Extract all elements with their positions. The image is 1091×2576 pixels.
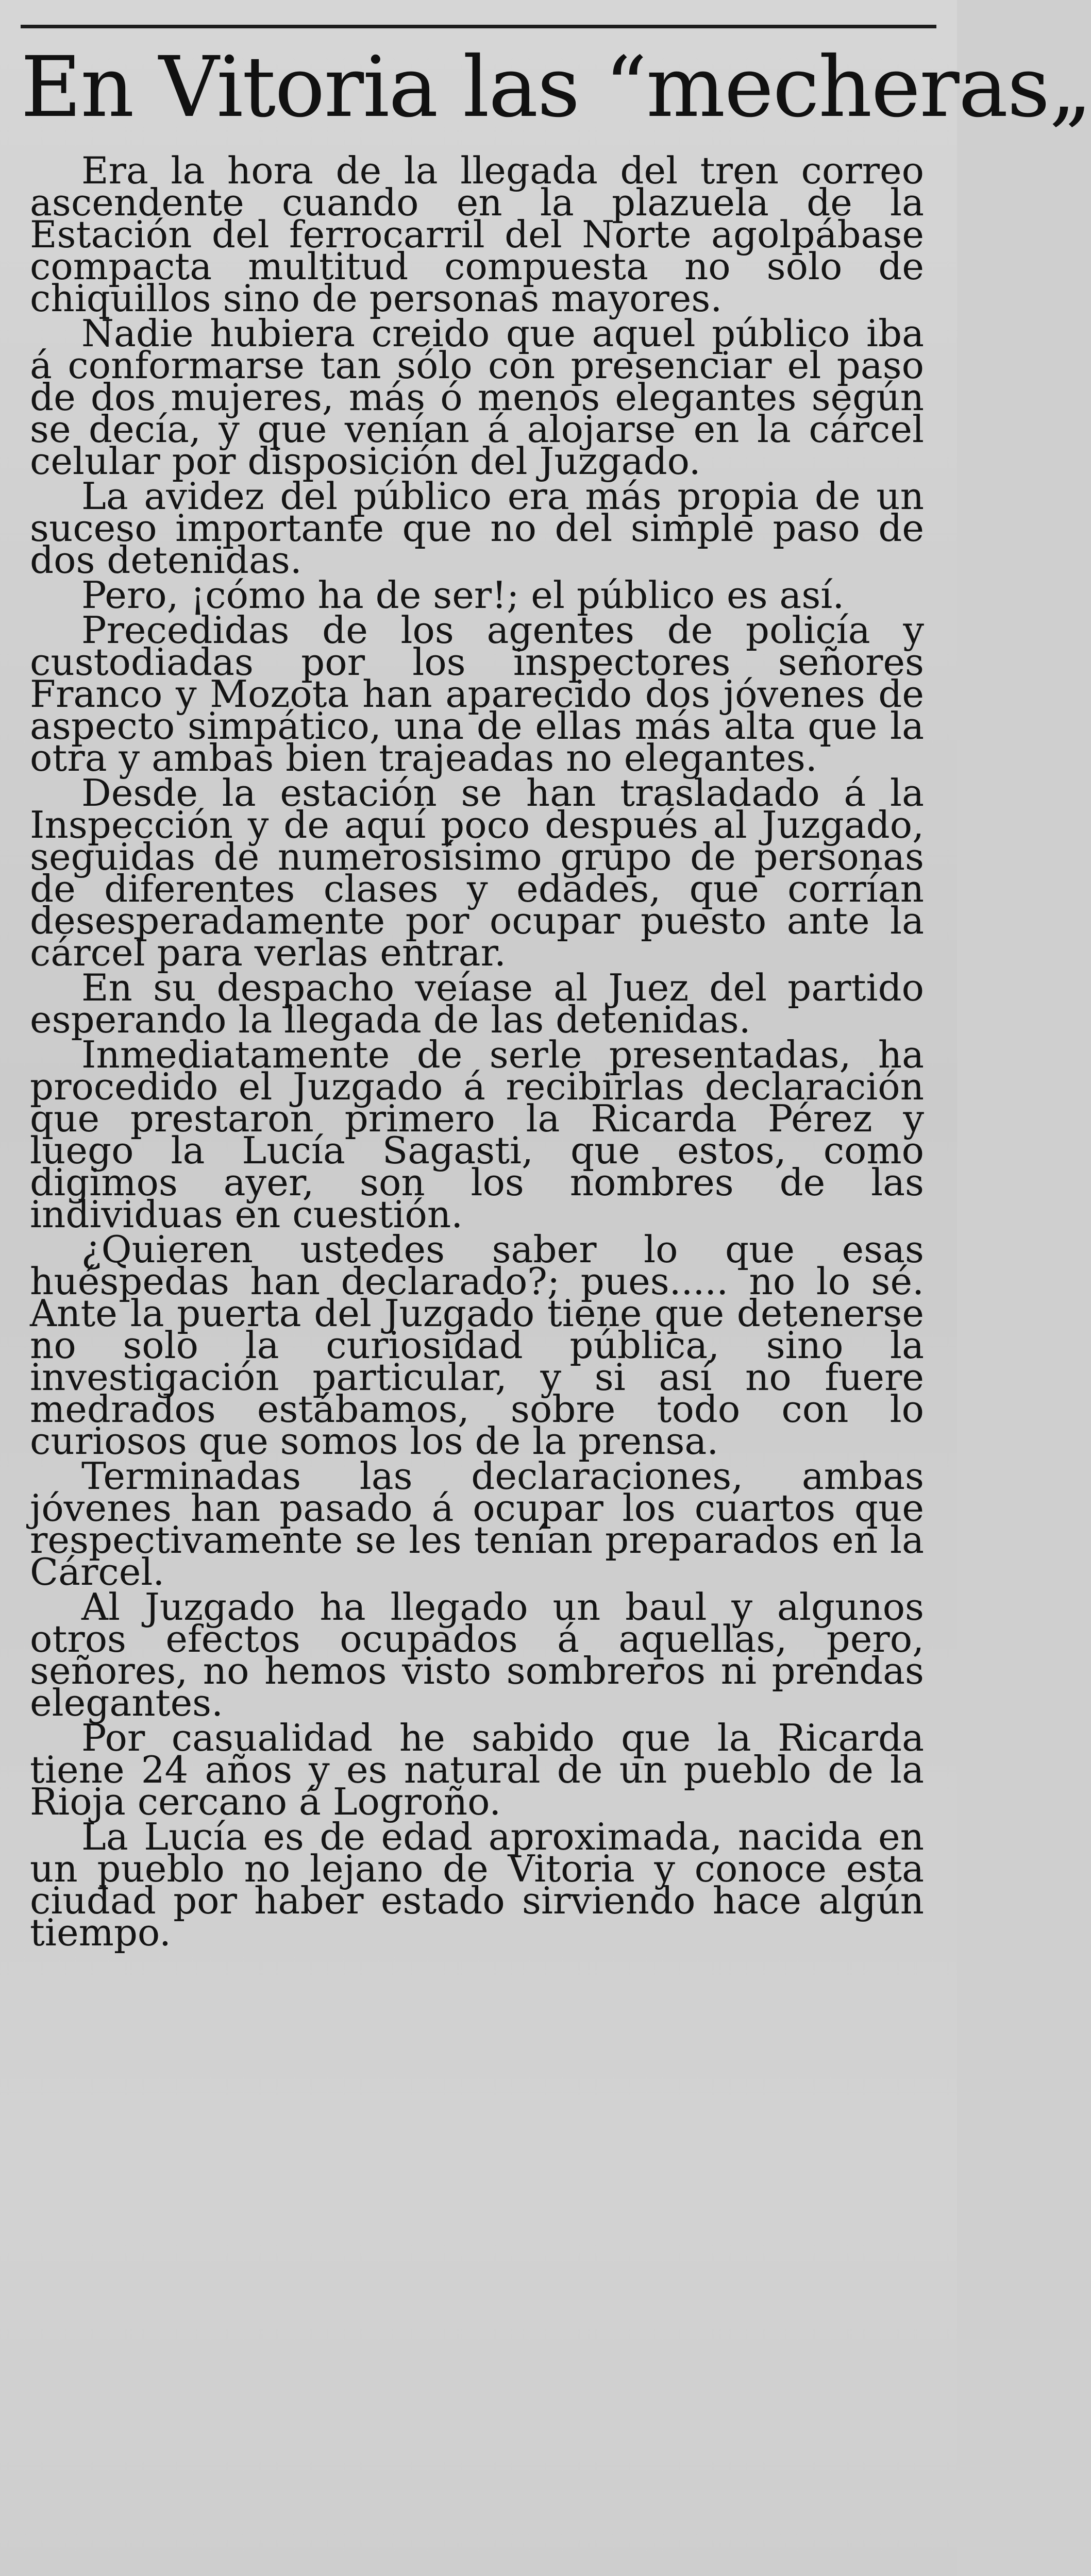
- top-rule: [21, 25, 936, 28]
- article-paragraph: Terminadas las declaraciones, ambas jóvenes han pasado á ocupar los cuartos que respectivamente se les tenían preparados en la Cárcel.: [30, 1454, 924, 1594]
- article-paragraph: Precedidas de los agentes de policía y custodiadas por los inspectores señores Franco y Mozota han aparecido dos jóvenes de aspecto simpático, una de ellas más alta que la otra y ambas bien trajeadas no elegantes.: [30, 608, 924, 779]
- article-paragraph: Al Juzgado ha llegado un baul y algunos otros efectos ocupados á aquellas, pero, señores, no hemos visto sombreros ni prendas elegantes.: [30, 1585, 924, 1724]
- article-paragraph: Por casualidad he sabido que la Ricarda tiene 24 años y es natural de un pueblo de la Rioja cercano á Logroño.: [30, 1716, 924, 1823]
- article-body: [30, 149, 924, 1954]
- article-headline: En Vitoria las “mecheras„: [21, 39, 1091, 136]
- article-paragraph: La avidez del público era más propia de un suceso importante que no del simple paso de dos detenidas.: [30, 474, 924, 582]
- article-paragraph: Pero, ¡cómo ha de ser!; el público es así.: [81, 573, 845, 617]
- article-paragraph: Nadie hubiera creido que aquel público iba á conformarse tan sólo con presenciar el paso de dos mujeres, más ó menos elegantes según se decía, y que venían á alojarse en la cárcel celular por disposición del Juzgado.: [30, 312, 924, 483]
- article-paragraph: La Lucía es de edad aproximada, nacida en un pueblo no lejano de Vitoria y conoce esta ciudad por haber estado sirviendo hace algún tiempo.: [30, 1815, 924, 1954]
- article-paragraph: Era la hora de la llegada del tren correo ascendente cuando en la plazuela de la Estación del ferrocarril del Norte agolpábase compacta multitud compuesta no solo de chiquillos sino de personas mayores.: [30, 149, 924, 320]
- article-paragraph: En su despacho veíase al Juez del partido esperando la llegada de las detenidas.: [30, 966, 924, 1041]
- article-paragraph: Desde la estación se han trasladado á la Inspección y de aquí poco después al Juzgado, seguidas de numerosísimo grupo de personas de diferentes clases y edades, que corrían desesperadamente por ocupar puesto ante la cárcel para verlas entrar.: [30, 771, 924, 974]
- article-paragraph: Inmediatamente de serle presentadas, ha procedido el Juzgado á recibirlas declaración que prestaron primero la Ricarda Pérez y luego la Lucía Sagasti, que estos, como digimos ayer, son los nombres de las individuas en cuestión.: [30, 1033, 924, 1236]
- article-paragraph: ¿Quieren ustedes saber lo que esas huéspedas han declarado?; pues..... no lo sé. Ante la puerta del Juzgado tiene que detenerse no solo la curiosidad pública, sino la investigación particular, y si así no fuere medrados estábamos, sobre todo con lo curiosos que somos los de la prensa.: [30, 1228, 924, 1463]
